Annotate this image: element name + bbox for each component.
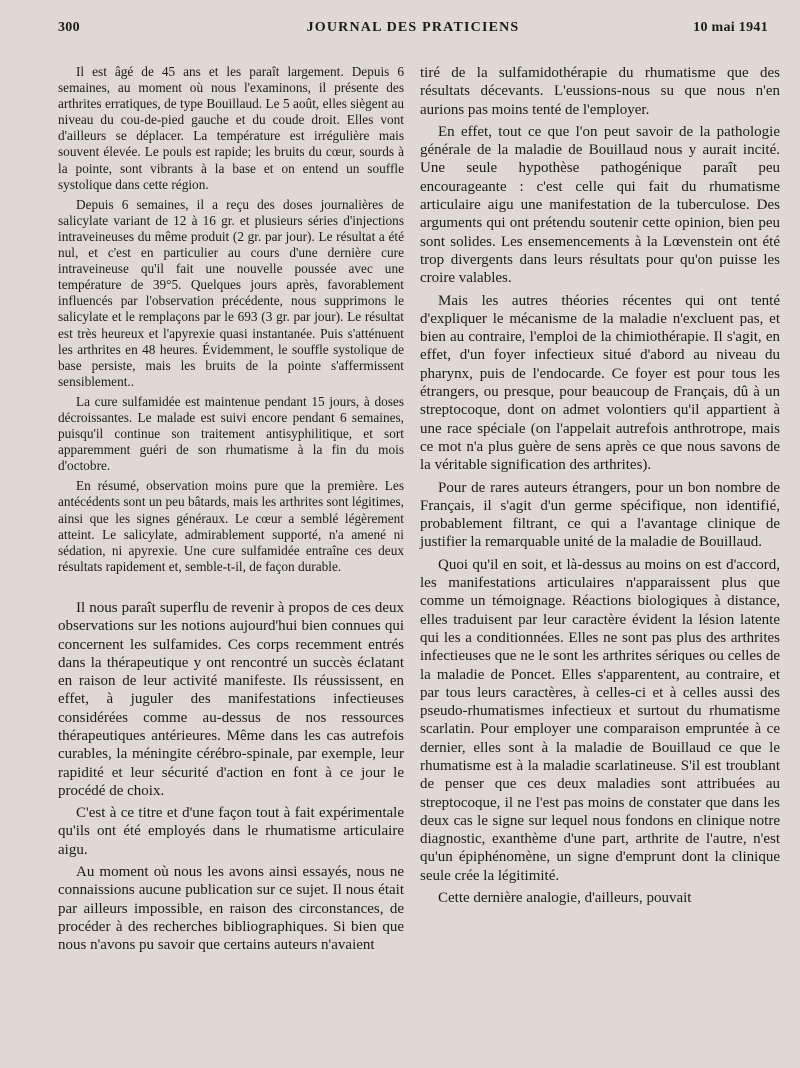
left-column xyxy=(58,64,404,955)
observation-summary: En résumé, observation moins pure que la première. Les antécédents sont un peu bâtards, mais les arthrites sont légitimes, ainsi que les signes généraux. Le cœur a semblé légèrement atteint. Le salicylate, admirablement supporté, n'a amené ni sédation, ni apyrexie. Une cure sulfamidée entraîne ces deux résultats rapidement et, semble-t-il, de façon durable. xyxy=(58,478,405,574)
right-column xyxy=(420,64,780,907)
body-paragraph: Il nous paraît superflu de revenir à propos de ces deux observations sur les notions aujourd'hui bien connues qui concernent les sulfamides. Ces corps recemment entrés dans la thérapeutique y ont rencontré un succès éclatant en raison de leur activité manifeste. Ils réussissent, en effet, à juguler des manifestations infectieuses considérées comme au-dessus de nos ressources thérapeutiques antérieures. Même dans les cas autrefois curables, la méningite cérébro-spinale, par exemple, leur rapidité et leur sécurité d'action en font à ce jour le procédé de choix. xyxy=(58,599,404,799)
page-header xyxy=(58,20,768,40)
body-paragraph: En effet, tout ce que l'on peut savoir de la pathologie générale de la maladie de Bouillaud nous y aurait incité. Une seule hypothèse pathogénique paraît peu encourageante : c'est celle qui fait du rhumatisme articulaire aigu une manifestation de la tuberculose. Des arguments qui ont prétendu soutenir cette opinion, bien peu sont solides. Les ensemencements à la Lœvenstein ont été trop divergents dans leurs résultats pour qu'on puisse les croire valables. xyxy=(420,123,780,287)
body-paragraph: Au moment où nous les avons ainsi essayés, nous ne connaissions aucune publication sur ce sujet. Il nous était par ailleurs impossible, en raison des circonstances, de procéder à des recherches bibliographiques. Si bien que nous n'avons pu savoir que certains auteurs n'avaient xyxy=(58,864,404,954)
issue-date: 10 mai 1941 xyxy=(693,20,768,35)
body-paragraph: Mais les autres théories récentes qui ont tenté d'expliquer le mécanisme de la maladie n'excluent pas, et bien au contraire, l'emploi de la chimiothérapie. Il s'agit, en effet, d'un foyer infectieux situé d'abord au niveau du pharynx, puis de l'endocarde. Ce foyer est pour tous les étrangers, ou presque, pour beaucoup de Français, dû à un streptocoque, dont on admet volontiers qu'il appartient à une race spéciale (on l'appelait autrefois anthrotrope, mais ce mot n'a plus guère de sens après ce que nous savons de la véritable signification des arthrites). xyxy=(420,292,780,474)
discussion-continued xyxy=(420,64,780,907)
body-paragraph: Quoi qu'il en soit, et là-dessus au moins on est d'accord, les manifestations articulaires n'apparaissent plus que comme un témoignage. Réactions biologiques à distance, elles traduisent par leur caractère évident la lésion latente qui les a conditionnées. Elles ne sont pas plus des arthrites infectieuses que ne le sont les arthrites sériques ou celles de la maladie de Poncet. Elles s'apparentent, au contraire, et par tous leurs caractères, à celles-ci et à celles aussi des pseudo-rhumatismes infectieux et surtout du rhumatisme scarlatin. Pour employer une comparaison empruntée à ce dernier, elles sont à la maladie de Bouillaud ce que le rhumatisme est à la maladie scarlatineuse. S'il est troublant de penser que ces deux maladies sont attribuées au streptocoque, il ne l'est pas moins de constater que dans les deux cas le signe sur lequel nous fondons en clinique notre diagnostic, exanthème d'une part, arthrite de l'autre, n'est qu'un épiphénomène, un signe d'emprunt dont la clinique seule crée la légitimité. xyxy=(420,556,780,884)
page-number: 300 xyxy=(58,20,80,35)
observation-paragraph: La cure sulfamidée est maintenue pendant 15 jours, à doses décroissantes. Le malade est suivi encore pendant 6 semaines, puisqu'il continue son traitement antisyphilitique, et sort apparemment guéri de son rhumatisme à la fin du mois d'octobre. xyxy=(58,393,404,474)
body-paragraph: C'est à ce titre et d'une façon tout à fait expérimentale qu'ils ont été employés dans le rhumatisme articulaire aigu. xyxy=(58,805,404,858)
discussion-text xyxy=(58,599,404,955)
observation-paragraph: Depuis 6 semaines, il a reçu des doses journalières de salicylate variant de 12 à 16 gr. et plusieurs séries d'injections intraveineuses du même produit (2 gr. par jour). Le résultat a été nul, et c'est en particulier au cours d'une dernière cure intraveineuse qu'il fait une nouvelle poussée avec une température de 39°5. Quelques jours après, favorablement influencés par l'observation précédente, nous supprimons le salicylate et le remplaçons par le 693 (3 gr. par jour). Le résultat est très heureux et l'apyrexie quasi instantanée. Puis s'atténuent les arthrites en 48 heures. Évidemment, le souffle systolique de base persiste, mais les bruits de la pointe s'affermissent sensiblement.. xyxy=(58,196,404,389)
observation-paragraph: Il est âgé de 45 ans et les paraît largement. Depuis 6 semaines, au moment où nous l'examinons, il présente des arthrites erratiques, de type Bouillaud. Le 5 août, elles siègent au niveau du cou-de-pied gauche et du coude droit. Elles vont d'ailleurs se déplacer. La température est irrégulière mais souvent élevée. Le pouls est rapide; les bruits du cœur, sourds à la pointe, sont vibrants à la base et on entend un souffle systolique dans cette région. xyxy=(58,64,404,192)
body-paragraph: tiré de la sulfamidothérapie du rhumatisme que des résultats décevants. L'eussions-nous su que nous n'en aurions pas moins tenté de l'employer. xyxy=(420,65,780,118)
body-paragraph: Pour de rares auteurs étrangers, pour un bon nombre de Français, il s'agit d'un germe spécifique, non identifié, probablement filtrant, ce qui a l'avantage clinique de justifier la remarquable unité de la maladie de Bouillaud. xyxy=(420,479,780,551)
body-paragraph: Cette dernière analogie, d'ailleurs, pouvait xyxy=(438,890,692,907)
journal-title: JOURNAL DES PRATICIENS xyxy=(306,20,520,35)
case-observation xyxy=(58,64,404,575)
